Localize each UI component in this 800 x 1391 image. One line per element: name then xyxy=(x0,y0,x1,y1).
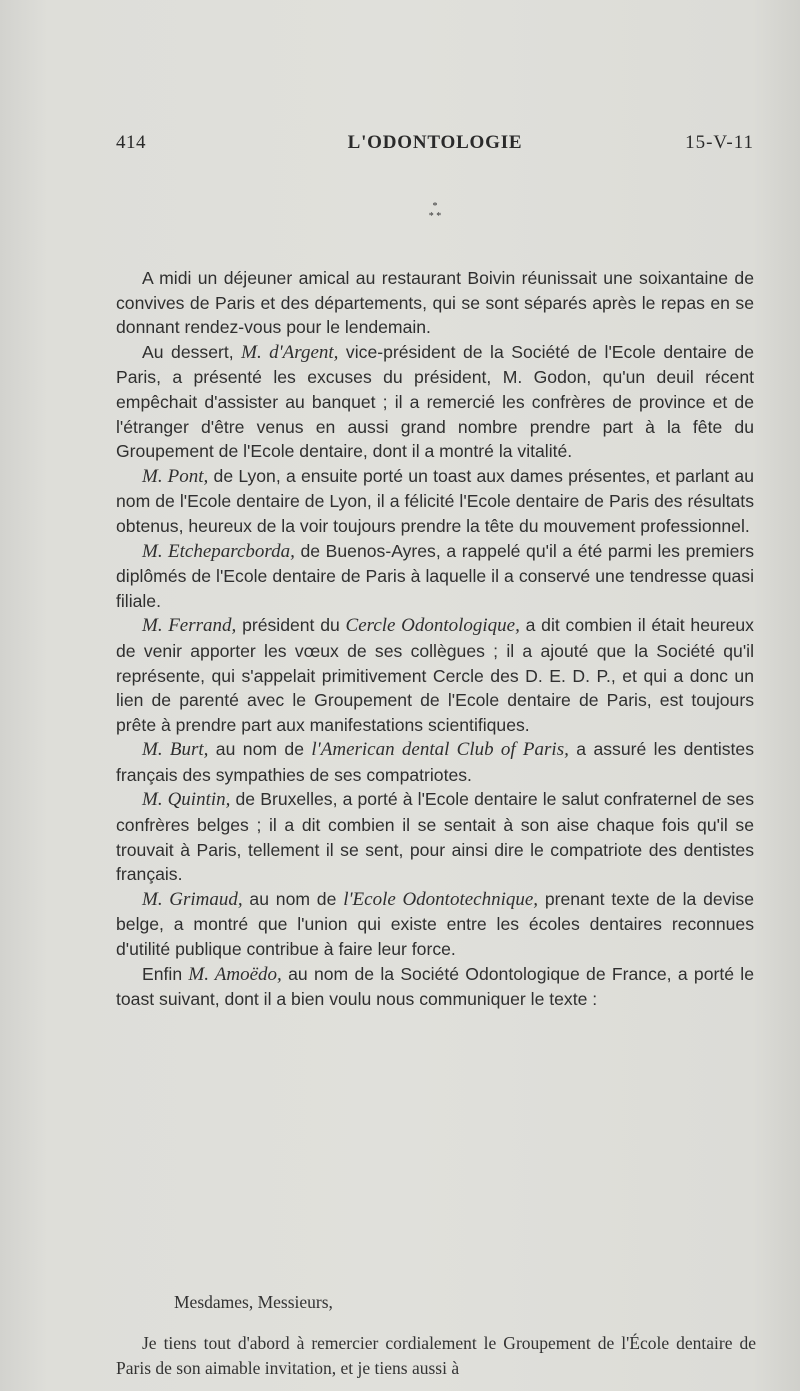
italic-run: M. Etcheparcborda, xyxy=(142,540,295,562)
article-body xyxy=(116,266,754,1012)
italic-run: M. d'Argent, xyxy=(241,341,339,363)
speech-text: Je tiens tout d'abord à remercier cordialement le Groupement de l'École dentaire de Paris de son aimable invitation, et je tiens aussi à xyxy=(116,1333,756,1378)
italic-run: M. Grimaud, xyxy=(142,888,243,910)
italic-run: M. Amoëdo, xyxy=(188,963,282,985)
text-run: au nom de xyxy=(208,739,312,760)
paragraph xyxy=(116,340,754,464)
separator-bottom: * * xyxy=(428,211,442,222)
text-run: Enfin xyxy=(142,963,189,984)
text-run: de Buenos-Ayres, a rappelé qu'il a été parmi les premiers diplômés de l'Ecole dentaire de Paris à laquelle il a conservé une tendresse quasi filiale. xyxy=(116,540,755,611)
quoted-speech xyxy=(116,1290,756,1381)
italic-run: M. Burt, xyxy=(142,739,209,761)
italic-run: M. Ferrand, xyxy=(142,615,237,637)
paragraph xyxy=(116,266,754,340)
text-run: de Lyon, a ensuite porté un toast aux dames présentes, et parlant au nom de l'Ecole dentaire de Lyon, il a félicité l'Ecole dentaire de Paris des résultats obtenus, heureux de la voir toujours prendre la tête du mouvement professionnel. xyxy=(116,465,754,536)
italic-run: l'American dental Club of Paris, xyxy=(311,739,569,761)
separator-top: * xyxy=(432,201,438,212)
italic-run: l'Ecole Odontotechnique, xyxy=(343,888,539,910)
text-run: a dit combien il était heureux de venir apporter les vœux de ses collègues ; il a ajouté que la Société qu'il représente, qui s'appelait primitivement Cercle des D. E. D. P., et qui a donc un lien de parenté avec le Groupement de l'Ecole dentaire de Paris, est toujours prête à prendre part aux manifestations scientifiques. xyxy=(116,615,754,735)
text-run: président du xyxy=(236,615,346,636)
text-run: de Bruxelles, a porté à l'Ecole dentaire le salut confraternel de ses confrères belges ; il a dit combien il se sentait à son aise chaque fois qu'il se trouvait à Paris, tellement il se sent, pour ainsi dire le compatriote des dentistes français. xyxy=(116,789,755,885)
text-run: A midi un déjeuner amical au restaurant Boivin réunissait une soixantaine de convives de Paris et des départements, qui se sont séparés après le repas en se donnant rendez-vous pour le lendemain. xyxy=(116,268,754,338)
italic-run: Cercle Odontologique, xyxy=(345,615,520,637)
paragraph xyxy=(116,962,754,1012)
italic-run: M. Pont, xyxy=(142,465,209,487)
journal-title: L'ODONTOLOGIE xyxy=(347,132,523,153)
italic-run: M. Quintin, xyxy=(142,789,231,811)
section-separator xyxy=(410,202,460,222)
paragraph xyxy=(116,887,754,962)
paragraph xyxy=(116,787,754,886)
text-run: prenant texte de la devise belge, a montré que l'union qui existe entre les écoles dentaires reconnues d'utilité publique contribue à faire leur force. xyxy=(116,888,755,960)
speech-salutation: Mesdames, Messieurs, xyxy=(174,1292,333,1312)
paragraph xyxy=(116,737,754,787)
paragraph xyxy=(116,613,754,737)
text-run: vice-président de la Société de l'Ecole dentaire de Paris, a présenté les excuses du président, M. Godon, qu'un deuil récent empêchait d'assister au banquet ; il a remercié les confrères de province et de l'étranger d'être venus en aussi grand nombre prendre part à la fête du Groupement de l'Ecole dentaire, dont il a montré la vitalité. xyxy=(116,341,754,462)
paragraph xyxy=(116,464,754,539)
text-run: a assuré les dentistes français des sympathies de ses compatriotes. xyxy=(116,739,755,785)
paragraph xyxy=(116,539,754,614)
running-header xyxy=(116,132,754,162)
page-number: 414 xyxy=(116,132,146,153)
text-run: au nom de xyxy=(242,888,344,909)
text-run: au nom de la Société Odontologique de France, a porté le toast suivant, dont il a bien voulu nous communiquer le texte : xyxy=(116,963,755,1010)
text-run: Au dessert, xyxy=(142,341,242,362)
issue-date: 15-V-11 xyxy=(685,132,754,153)
